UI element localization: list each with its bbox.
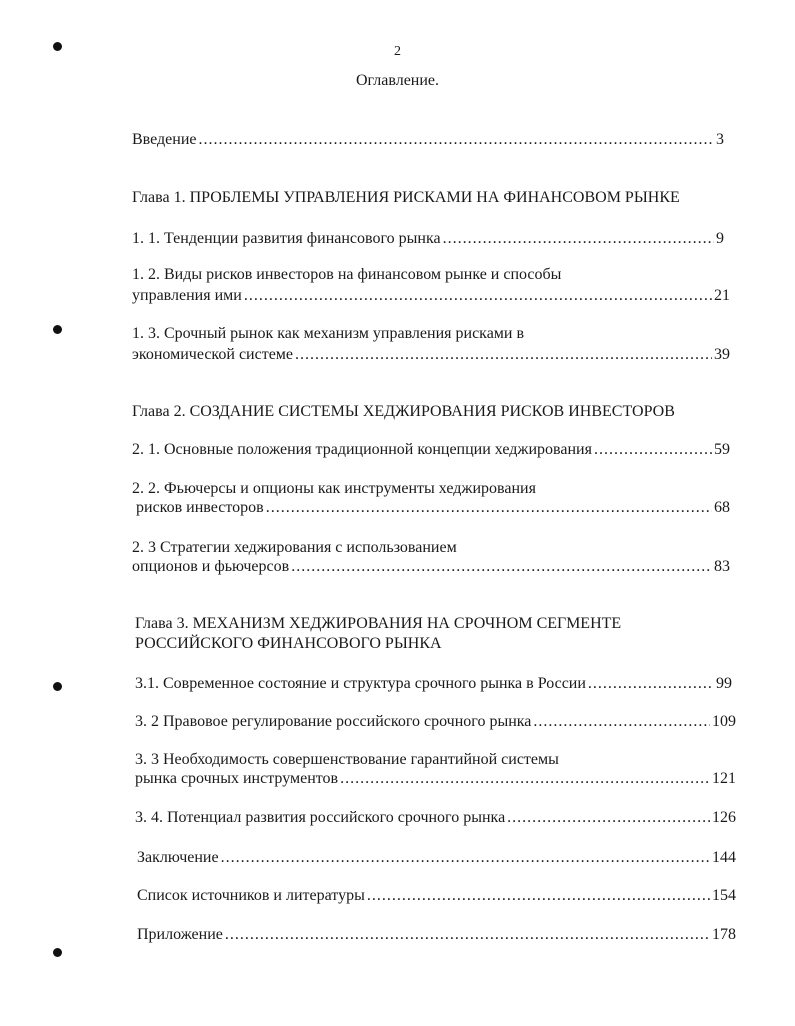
toc-entry-3-3[interactable]	[135, 769, 736, 788]
toc-page-number: 126	[712, 809, 736, 826]
toc-entry-1-3-line1[interactable]: 1. 3. Срочный рынок как механизм управления рисками в	[132, 325, 525, 342]
punch-hole-mark	[53, 682, 62, 691]
toc-entry-bibliography[interactable]	[137, 886, 736, 905]
toc-entry-2-3[interactable]	[132, 557, 730, 576]
toc-entry-1-1[interactable]	[132, 229, 724, 248]
toc-entry-label: 1. 1. Тенденции развития финансового рынка	[132, 230, 441, 247]
toc-entry-label: опционов и фьючерсов	[132, 558, 290, 575]
toc-page-number: 21	[714, 287, 730, 304]
leader-dots	[533, 712, 710, 731]
chapter-2-heading[interactable]: Глава 2. СОЗДАНИЕ СИСТЕМЫ ХЕДЖИРОВАНИЯ РИСКОВ ИНВЕСТОРОВ	[132, 403, 675, 420]
toc-page-number: 68	[714, 499, 730, 516]
toc-entry-1-3[interactable]	[132, 345, 730, 364]
toc-entry-2-2[interactable]	[136, 498, 730, 517]
page-number: 2	[394, 44, 401, 59]
toc-entry-1-2-line1[interactable]: 1. 2. Виды рисков инвесторов на финансовом рынке и способы	[132, 266, 562, 283]
toc-entry-2-1[interactable]	[132, 440, 730, 459]
toc-page-number: 154	[712, 887, 736, 904]
toc-entry-label: экономической системе	[132, 346, 294, 363]
leader-dots	[199, 130, 715, 149]
chapter-3-heading-line2[interactable]: РОССИЙСКОГО ФИНАНСОВОГО РЫНКА	[135, 635, 442, 652]
page-title: Оглавление.	[355, 72, 440, 89]
toc-entry-introduction[interactable]	[132, 130, 724, 149]
toc-entry-label: 3.1. Современное состояние и структура срочного рынка в России	[135, 675, 586, 692]
toc-entry-3-3-line1[interactable]: 3. 3 Необходимость совершенствование гарантийной системы	[135, 751, 559, 768]
leader-dots	[221, 848, 710, 867]
chapter-1-heading[interactable]: Глава 1. ПРОБЛЕМЫ УПРАВЛЕНИЯ РИСКАМИ НА ФИНАНСОВОМ РЫНКЕ	[132, 189, 680, 206]
toc-entry-label: Список источников и литературы	[137, 887, 365, 904]
toc-page-number: 178	[712, 926, 736, 943]
toc-entry-appendix[interactable]	[137, 925, 736, 944]
toc-entry-label: управления ими	[132, 287, 242, 304]
toc-entry-label: Заключение	[137, 849, 219, 866]
punch-hole-mark	[53, 325, 62, 334]
toc-page-number: 39	[714, 346, 730, 363]
punch-hole-mark	[53, 948, 62, 957]
leader-dots	[266, 498, 712, 517]
toc-entry-label: Приложение	[137, 926, 223, 943]
toc-entry-2-3-line1[interactable]: 2. 3 Стратегии хеджирования с использованием	[132, 539, 457, 556]
toc-page-number: 9	[716, 230, 724, 247]
toc-page-number: 121	[712, 770, 736, 787]
leader-dots	[225, 925, 710, 944]
leader-dots	[291, 557, 712, 576]
toc-page-number: 3	[716, 131, 724, 148]
toc-page-number: 59	[714, 441, 730, 458]
leader-dots	[588, 674, 714, 693]
toc-entry-label: Введение	[132, 131, 197, 148]
toc-entry-label: 3. 4. Потенциал развития российского срочного рынка	[135, 809, 506, 826]
leader-dots	[507, 808, 710, 827]
toc-page-number: 109	[712, 713, 736, 730]
leader-dots	[244, 286, 712, 305]
toc-entry-2-2-line1[interactable]: 2. 2. Фьючерсы и опционы как инструменты хеджирования	[132, 480, 536, 497]
toc-entry-3-1[interactable]	[135, 674, 732, 693]
toc-entry-label: рынка срочных инструментов	[135, 770, 339, 787]
leader-dots	[443, 229, 714, 248]
toc-page-number: 99	[716, 675, 732, 692]
toc-entry-label: 2. 1. Основные положения традиционной концепции хеджирования	[132, 441, 592, 458]
toc-page-number: 83	[714, 558, 730, 575]
leader-dots	[367, 886, 710, 905]
leader-dots	[594, 440, 712, 459]
toc-entry-label: рисков инвесторов	[136, 499, 264, 516]
toc-entry-1-2[interactable]	[132, 286, 730, 305]
chapter-3-heading-line1[interactable]: Глава 3. МЕХАНИЗМ ХЕДЖИРОВАНИЯ НА СРОЧНОМ СЕГМЕНТЕ	[135, 615, 622, 632]
leader-dots	[340, 769, 710, 788]
toc-entry-label: 3. 2 Правовое регулирование российского срочного рынка	[135, 713, 532, 730]
toc-entry-3-4[interactable]	[135, 808, 736, 827]
toc-page-number: 144	[712, 849, 736, 866]
leader-dots	[295, 345, 712, 364]
toc-entry-conclusion[interactable]	[137, 848, 736, 867]
toc-entry-3-2[interactable]	[135, 712, 736, 731]
